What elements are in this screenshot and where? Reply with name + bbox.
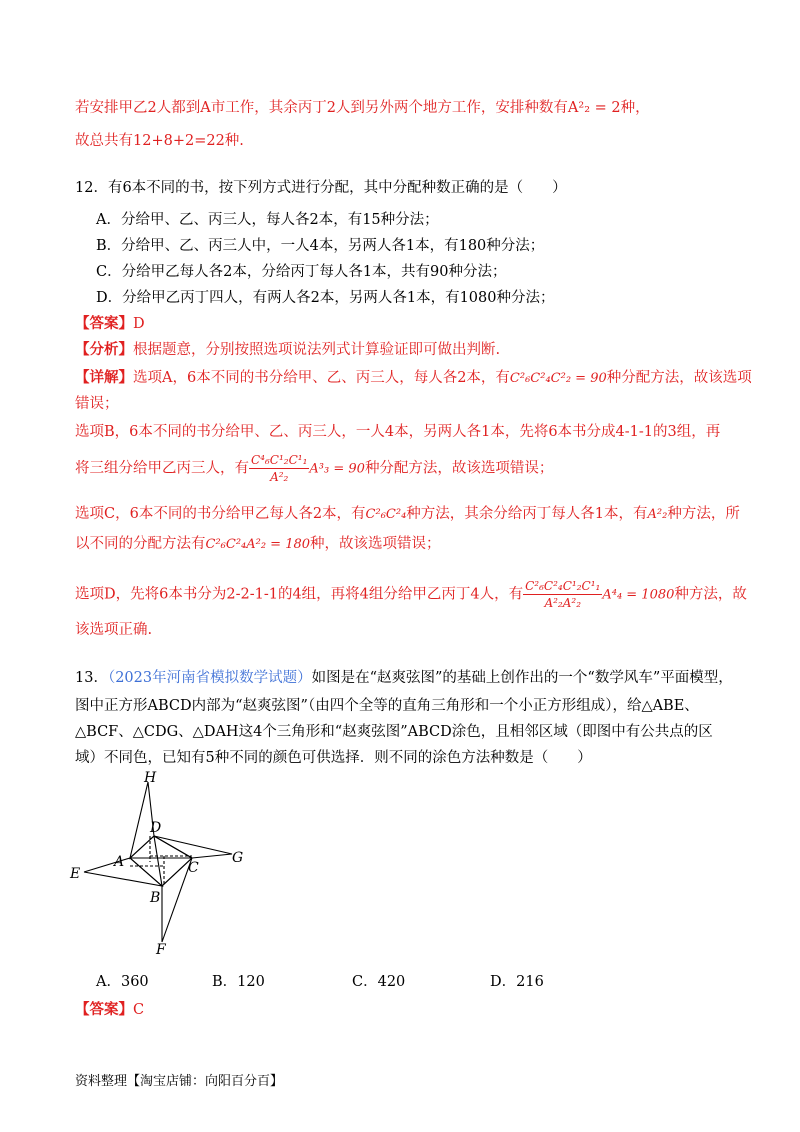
- detail-c-formula-2: A²₂: [647, 507, 668, 522]
- detail-a-formula: C²₆C²₄C²₂ = 90: [509, 371, 607, 386]
- detail-b-fraction: [249, 452, 309, 485]
- label-h: H: [144, 770, 157, 786]
- option-value: 420: [377, 974, 406, 990]
- option-value: 216: [516, 974, 544, 990]
- detail-tag: 【详解】: [75, 369, 133, 386]
- frac-numerator: C⁴₆C¹₂C¹₁: [251, 453, 308, 467]
- frac-denominator: A²₂A²₂: [544, 596, 582, 610]
- prev-solution-line-1: 若安排甲乙2人都到A市工作，其余丙丁2人到另外两个地方工作，安排种数有A²₂ = 2种，: [75, 100, 650, 116]
- q12-detail-c-cont: [75, 534, 441, 555]
- q12-option-c: C．分给甲乙每人各2本，分给丙丁每人各1本，共有90种分法；: [96, 264, 507, 280]
- option-letter: A．: [96, 974, 121, 990]
- answer-tag: 【答案】: [75, 1001, 133, 1018]
- detail-d-formula: A⁴₄ = 1080: [602, 587, 675, 603]
- detail-c-text: 选项C，6本不同的书分给甲乙每人各2本，有: [75, 506, 366, 522]
- detail-c-text-4: 以不同的分配方法有: [75, 536, 206, 552]
- label-g: G: [232, 850, 244, 866]
- frac-denominator: A²₂: [270, 470, 289, 484]
- detail-b-text: 将三组分给甲乙丙三人，有: [75, 460, 249, 477]
- detail-b-text-2: 种分配方法，故该选项错误；: [364, 460, 554, 477]
- q13-option-b: [212, 970, 265, 991]
- detail-c-text-2: 种方法，其余分给丙丁每人各1本，有: [406, 506, 648, 522]
- q13-line-2: 图中正方形ABCD内部为“赵爽弦图”（由四个全等的直角三角形和一个小正方形组成），给△ABE、: [75, 698, 699, 714]
- q12-detail-b-cont: [75, 452, 553, 485]
- frac-numerator: C²₆C²₄C¹₂C¹₁: [525, 579, 601, 593]
- q12-detail-a-cont: 错误；: [75, 396, 119, 412]
- label-a: A: [114, 854, 125, 870]
- q13-line-1: [75, 668, 733, 688]
- q12-stem: 12．有6本不同的书，按下列方式进行分配，其中分配种数正确的是（ ）: [75, 180, 567, 196]
- label-e: E: [70, 866, 81, 882]
- q13-option-d: [490, 970, 544, 991]
- detail-c-text-5: 种，故该选项错误；: [310, 536, 441, 552]
- q13-text-1: 如图是在“赵爽弦图”的基础上创作出的一个“数学风车”平面模型，: [311, 670, 733, 686]
- detail-b-formula: A³₃ = 90: [309, 461, 365, 477]
- detail-a-text-2: 种分配方法，故该选项: [606, 370, 752, 386]
- detail-c-formula-1: C²₆C²₄: [365, 507, 407, 522]
- q12-detail-a: [75, 368, 752, 389]
- option-letter: B．: [212, 974, 238, 990]
- label-d: D: [150, 820, 162, 836]
- q12-detail-c: [75, 504, 740, 525]
- detail-c-text-3: 种方法，所: [667, 506, 740, 522]
- analysis-text: 根据题意，分别按照选项说法列式计算验证即可做出判断.: [133, 342, 501, 358]
- footer-source: 资料整理【淘宝店铺：向阳百分百】: [75, 1074, 284, 1089]
- q13-line-4: 域）不同色，已知有5种不同的颜色可供选择．则不同的涂色方法种数是（ ）: [75, 750, 592, 766]
- q12-analysis: [75, 340, 500, 360]
- detail-d-text-2: 种方法，故: [674, 586, 747, 603]
- analysis-tag: 【分析】: [75, 341, 133, 358]
- detail-d-fraction: [523, 578, 602, 611]
- q13-number: 13．: [75, 670, 108, 686]
- answer-tag: 【答案】: [75, 315, 133, 332]
- option-value: 120: [237, 974, 265, 990]
- q13-option-a: [96, 970, 149, 991]
- label-f: F: [156, 942, 166, 958]
- q12-answer: [75, 314, 145, 334]
- label-b: B: [150, 890, 161, 906]
- detail-d-text: 选项D，先将6本书分为2-2-1-1的4组，再将4组分给甲乙丙丁4人，有: [75, 586, 524, 603]
- detail-a-text: 选项A，6本不同的书分给甲、乙、丙三人，每人各2本，有: [133, 370, 510, 386]
- option-letter: C．: [352, 974, 378, 990]
- answer-value: D: [133, 316, 145, 332]
- q12-detail-d-cont: 该选项正确.: [75, 622, 153, 638]
- option-value: 360: [120, 974, 149, 990]
- q13-option-c: [352, 970, 405, 991]
- label-c: C: [188, 860, 199, 876]
- q13-line-3: △BCF、△CDG、△DAH这4个三角形和“赵爽弦图”ABCD涂色，且相邻区域（即图中有公共点的区: [75, 724, 713, 740]
- q12-detail-b: 选项B，6本不同的书分给甲、乙、丙三人，一人4本，另两人各1本，先将6本书分成4-1-1的3组，再: [75, 424, 721, 440]
- q12-option-d: D．分给甲乙丙丁四人，有两人各2本，另两人各1本，有1080种分法；: [96, 290, 555, 306]
- answer-value: C: [133, 1002, 145, 1018]
- q13-answer: [75, 1000, 144, 1020]
- q13-source-link[interactable]: （2023年河南省模拟数学试题）: [107, 670, 312, 686]
- detail-c-formula-3: C²₆C²₄A²₂ = 180: [205, 537, 311, 552]
- q12-option-a: A．分给甲、乙、丙三人，每人各2本，有15种分法；: [96, 212, 439, 228]
- q12-detail-d: [75, 578, 747, 611]
- option-letter: D．: [490, 974, 517, 990]
- triangle-cdg: [154, 836, 232, 858]
- q12-option-b: B．分给甲、乙、丙三人中，一人4本，另两人各1本，有180种分法；: [96, 238, 545, 254]
- prev-solution-line-2: 故总共有12+8+2=22种.: [75, 133, 244, 149]
- pinwheel-figure: [66, 770, 266, 960]
